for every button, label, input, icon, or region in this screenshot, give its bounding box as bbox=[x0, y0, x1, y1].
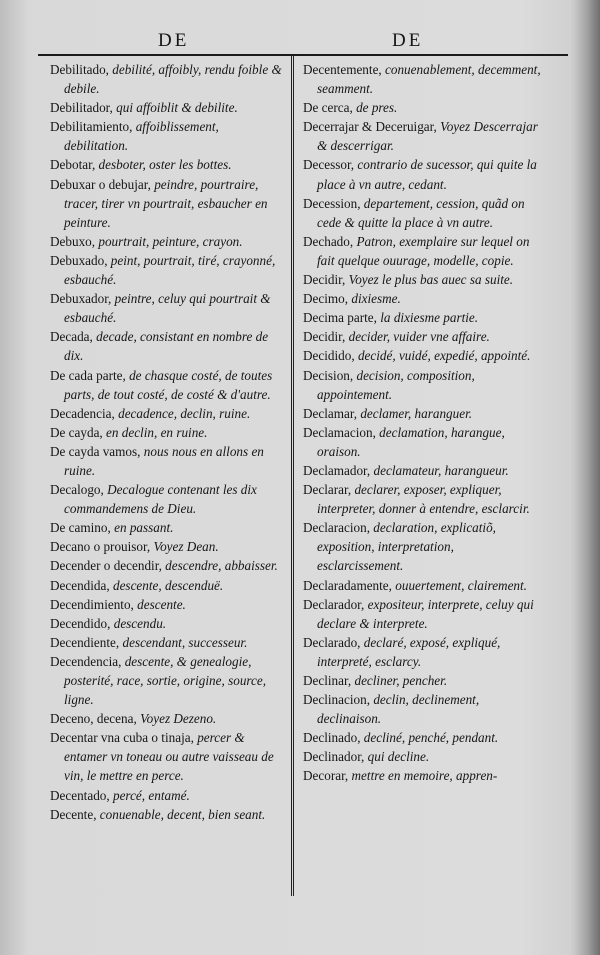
entry-definition: qui decline. bbox=[364, 749, 430, 765]
entry-headword: Decentemente, bbox=[303, 62, 382, 77]
dictionary-entry bbox=[303, 117, 541, 155]
entry-definition: descendre, abbaisser. bbox=[161, 558, 278, 574]
column-divider bbox=[291, 56, 294, 896]
entry-definition: de chasque costé, de toutes parts, de tout costé, de costé & d'autre. bbox=[64, 367, 273, 402]
entry-definition: nous nous en allons en ruine. bbox=[64, 443, 264, 478]
entry-headword: De cada parte, bbox=[50, 367, 126, 383]
entry-headword: Deceno, decena, bbox=[50, 711, 137, 727]
dictionary-entry bbox=[50, 117, 282, 155]
dictionary-entry bbox=[303, 98, 541, 117]
entry-definition: declin, declinement, declinaison. bbox=[317, 692, 480, 727]
entry-definition: declaration, explicatiõ, exposition, interpretation, esclarcissement. bbox=[317, 520, 496, 574]
entry-headword: Debilitador, bbox=[50, 100, 113, 116]
entry-definition: decade, consistant en nombre de dix. bbox=[64, 329, 269, 364]
entry-definition: percé, entamé. bbox=[109, 787, 190, 803]
entry-headword: Decendencia, bbox=[50, 653, 122, 669]
entry-definition: decider, vuider vne affaire. bbox=[345, 329, 490, 345]
entry-headword: Decerrajar & Deceruigar, bbox=[303, 119, 437, 135]
entry-headword: Declamacion, bbox=[303, 424, 376, 440]
entry-headword: Declinacion, bbox=[303, 692, 371, 708]
dictionary-entry bbox=[303, 423, 541, 461]
dictionary-entry bbox=[303, 690, 541, 728]
entry-headword: Debuxador, bbox=[50, 291, 112, 307]
entry-headword: Declinado, bbox=[303, 730, 361, 746]
dictionary-entry bbox=[50, 98, 282, 117]
entry-definition: dixiesme. bbox=[348, 291, 401, 307]
dictionary-entry bbox=[50, 595, 282, 614]
dictionary-entry bbox=[303, 289, 541, 308]
entry-definition: peindre, pourtraire, tracer, tirer vn pourtrait, esbaucher en peinture. bbox=[64, 176, 268, 230]
running-header bbox=[40, 30, 565, 52]
entry-headword: Declarado, bbox=[303, 634, 361, 650]
entry-headword: Decorar, bbox=[303, 768, 349, 784]
entry-definition: decidé, vuidé, expedié, appointé. bbox=[354, 348, 531, 364]
entry-headword: Decendida, bbox=[50, 577, 110, 593]
entry-definition: departement, cession, quãd on cede & quitte la place à vn autre. bbox=[317, 195, 525, 230]
entry-headword: Debilitado, bbox=[50, 62, 109, 77]
entry-definition: descendu. bbox=[110, 615, 167, 631]
dictionary-entry bbox=[50, 404, 282, 423]
entry-headword: Decendido, bbox=[50, 615, 111, 631]
entry-headword: Declamar, bbox=[303, 405, 358, 421]
entry-headword: Decender o decendir, bbox=[50, 558, 162, 574]
dictionary-entry bbox=[50, 442, 282, 480]
entry-headword: Decessor, bbox=[303, 157, 355, 173]
entry-headword: Decente, bbox=[50, 806, 97, 822]
entry-headword: Declinar, bbox=[303, 673, 352, 688]
dictionary-entry bbox=[50, 633, 282, 652]
entry-definition: declamation, harangue, oraison. bbox=[317, 424, 505, 459]
dictionary-entry bbox=[50, 537, 282, 556]
dictionary-entry bbox=[303, 480, 541, 518]
header-rule bbox=[38, 54, 568, 56]
entry-headword: Decession, bbox=[303, 195, 361, 211]
entry-definition: ouuertement, clairement. bbox=[391, 577, 527, 593]
entry-headword: Declaracion, bbox=[303, 520, 370, 536]
entry-definition: decadence, declin, ruine. bbox=[114, 405, 251, 421]
left-column bbox=[50, 60, 282, 824]
entry-headword: Decalogo, bbox=[50, 482, 104, 498]
entry-headword: Debilitamiento, bbox=[50, 119, 133, 135]
dictionary-entry bbox=[50, 556, 282, 575]
entry-definition: conuenablement, decemment, seamment. bbox=[317, 62, 541, 97]
dictionary-entry bbox=[303, 194, 541, 232]
entry-definition: peint, pourtrait, tiré, crayonné, esbauché. bbox=[64, 252, 276, 288]
dictionary-entry bbox=[303, 728, 541, 747]
entry-headword: Declarador, bbox=[303, 596, 365, 612]
entry-definition: decliner, pencher. bbox=[351, 673, 448, 688]
entry-definition: Patron, exemplaire sur lequel on fait quelque ouurage, modelle, copie. bbox=[317, 233, 530, 268]
right-column bbox=[303, 60, 541, 786]
header-left: DE bbox=[158, 30, 190, 51]
dictionary-entry bbox=[303, 270, 541, 289]
dictionary-entry bbox=[50, 423, 282, 442]
entry-definition: Voyez Descerrajar & descerrigar. bbox=[317, 119, 538, 154]
entry-definition: percer & entamer vn toneau ou autre vaisseau de vin, le mettre en perce. bbox=[64, 730, 274, 784]
entry-headword: Declinador, bbox=[303, 749, 365, 765]
entry-headword: De cayda, bbox=[50, 424, 103, 440]
entry-definition: Voyez le plus bas auec sa suite. bbox=[345, 272, 514, 288]
dictionary-entry bbox=[50, 155, 282, 174]
entry-headword: Declaradamente, bbox=[303, 577, 392, 593]
entry-definition: declamer, haranguer. bbox=[357, 405, 473, 421]
dictionary-entry bbox=[50, 518, 282, 537]
entry-headword: Decendiente, bbox=[50, 634, 120, 650]
entry-headword: Decada, bbox=[50, 329, 93, 345]
header-right: DE bbox=[392, 30, 424, 51]
entry-headword: Declamador, bbox=[303, 462, 371, 478]
dictionary-entry bbox=[50, 289, 282, 327]
entry-definition: Decalogue contenant les dix commandemens de Dieu. bbox=[64, 482, 257, 517]
dictionary-entry bbox=[50, 576, 282, 595]
entry-headword: Decimo, bbox=[303, 291, 349, 307]
dictionary-entry bbox=[50, 786, 282, 805]
dictionary-entry bbox=[303, 327, 541, 346]
entry-definition: declamateur, harangueur. bbox=[370, 462, 509, 478]
entry-headword: Debuxado, bbox=[50, 252, 108, 268]
entry-definition: descente. bbox=[133, 596, 186, 612]
dictionary-entry bbox=[303, 633, 541, 671]
entry-definition: contrario de sucessor, qui quite la place à vn autre, cedant. bbox=[317, 157, 537, 192]
entry-definition: desboter, oster les bottes. bbox=[95, 157, 232, 173]
entry-definition: descendant, successeur. bbox=[119, 634, 248, 650]
entry-definition: debilité, affoibly, rendu foible & debile. bbox=[64, 62, 282, 97]
dictionary-entry bbox=[303, 366, 541, 404]
dictionary-entry bbox=[50, 232, 282, 251]
dictionary-entry bbox=[50, 60, 282, 98]
entry-definition: en passant. bbox=[110, 520, 174, 536]
entry-definition: declaré, exposé, expliqué, interpreté, esclarcy. bbox=[317, 634, 501, 669]
entry-headword: Decision, bbox=[303, 367, 354, 383]
entry-headword: Decendimiento, bbox=[50, 596, 134, 612]
entry-definition: Voyez Dezeno. bbox=[136, 711, 217, 727]
dictionary-entry bbox=[303, 346, 541, 365]
dictionary-entry bbox=[303, 671, 541, 690]
entry-headword: Declarar, bbox=[303, 482, 352, 498]
dictionary-entry bbox=[50, 709, 282, 728]
dictionary-entry bbox=[303, 155, 541, 193]
entry-definition: expositeur, interprete, celuy qui declare & interprete. bbox=[317, 596, 534, 631]
entry-definition: Voyez Dean. bbox=[150, 539, 219, 555]
entry-headword: De camino, bbox=[50, 520, 111, 536]
page-edge-shadow bbox=[570, 0, 600, 955]
dictionary-entry bbox=[303, 404, 541, 423]
dictionary-entry bbox=[50, 728, 282, 785]
entry-headword: Decidir, bbox=[303, 329, 346, 345]
entry-headword: Decadencia, bbox=[50, 405, 115, 421]
entry-definition: en declin, en ruine. bbox=[102, 424, 208, 440]
dictionary-entry bbox=[50, 480, 282, 518]
entry-definition: decliné, penché, pendant. bbox=[360, 730, 499, 746]
dictionary-entry bbox=[50, 366, 282, 404]
entry-headword: De cerca, bbox=[303, 100, 353, 116]
dictionary-entry bbox=[50, 327, 282, 365]
dictionary-entry bbox=[50, 175, 282, 232]
entry-headword: Decidido, bbox=[303, 348, 355, 364]
entry-definition: declarer, exposer, expliquer, interpreter, donner à entendre, esclarcir. bbox=[317, 482, 530, 517]
entry-definition: qui affoiblit & debilite. bbox=[112, 100, 238, 116]
entry-definition: descente, descenduë. bbox=[109, 577, 224, 593]
dictionary-entry bbox=[303, 461, 541, 480]
dictionary-entry bbox=[303, 595, 541, 633]
entry-headword: Decentado, bbox=[50, 787, 110, 803]
entry-definition: conuenable, decent, bien seant. bbox=[96, 806, 266, 822]
entry-definition: peintre, celuy qui pourtrait & esbauché. bbox=[64, 291, 271, 326]
entry-definition: decision, composition, appointement. bbox=[317, 367, 475, 402]
entry-definition: la dixiesme partie. bbox=[376, 310, 479, 326]
dictionary-entry bbox=[303, 232, 541, 270]
entry-definition: descente, & genealogie, posterité, race, sortie, origine, source, ligne. bbox=[64, 653, 267, 708]
dictionary-entry bbox=[303, 308, 541, 327]
entry-headword: Decidir, bbox=[303, 272, 346, 288]
entry-headword: Debotar, bbox=[50, 157, 96, 173]
entry-headword: Decano o prouisor, bbox=[50, 539, 151, 555]
entry-definition: pourtrait, peinture, crayon. bbox=[95, 233, 243, 249]
dictionary-entry bbox=[50, 805, 282, 824]
entry-headword: Debuxar o debujar, bbox=[50, 176, 151, 192]
entry-definition: mettre en memoire, appren- bbox=[348, 768, 498, 784]
dictionary-entry bbox=[50, 251, 282, 289]
entry-headword: Decentar vna cuba o tinaja, bbox=[50, 730, 194, 746]
dictionary-entry bbox=[50, 614, 282, 633]
dictionary-entry bbox=[303, 747, 541, 766]
entry-headword: Debuxo, bbox=[50, 233, 96, 249]
dictionary-entry bbox=[303, 60, 541, 98]
entry-headword: Decima parte, bbox=[303, 310, 377, 326]
dictionary-entry bbox=[303, 766, 541, 785]
entry-headword: De cayda vamos, bbox=[50, 443, 141, 459]
dictionary-entry bbox=[303, 576, 541, 595]
dictionary-entry bbox=[50, 652, 282, 709]
dictionary-entry bbox=[303, 518, 541, 575]
entry-headword: Dechado, bbox=[303, 233, 354, 249]
entry-definition: affoiblissement, debilitation. bbox=[64, 119, 219, 154]
entry-definition: de pres. bbox=[352, 100, 398, 116]
